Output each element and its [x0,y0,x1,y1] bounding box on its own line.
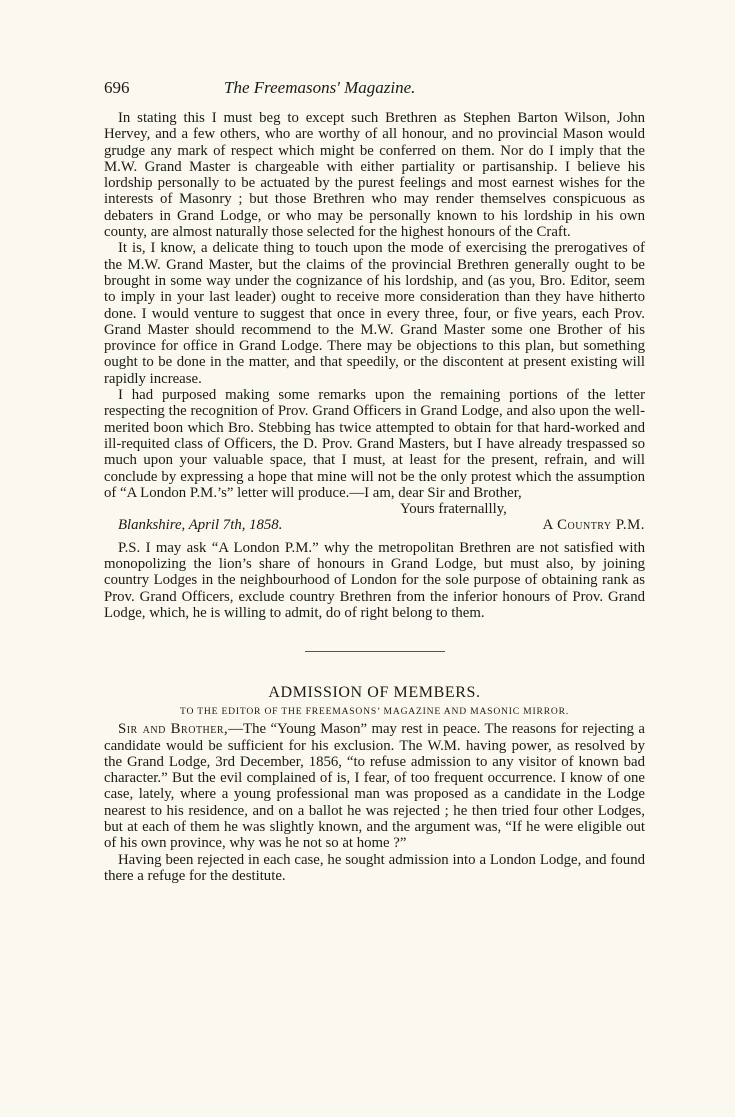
letter-paragraph-1: In stating this I must beg to except such Brethren as Stephen Barton Wilson, John Hervey, and a few others, who are worthy of all honour, and no provincial Mason would grudge any mark of respect which might be conferred on them. Nor do I imply that the M.W. Grand Master is chargeable with either partiality or partisanship. I believe his lordship personally to be actuated by the purest feelings and most earnest wishes for the interests of Masonry ; but those Brethren who may render themselves conspicuous as debaters in Grand Lodge, or who may be personally known to his lordship in his own county, are almost naturally those selected for the highest honours of the Craft. [104,110,645,241]
closing-line [104,501,645,517]
page-header [104,78,645,98]
article-admission [104,684,645,884]
section-divider [305,651,445,652]
page-number: 696 [104,78,130,97]
dateline [104,517,645,533]
salutation: Sir and Brother, [118,721,229,738]
closing-phrase: Yours fraternallly, [400,501,507,518]
article-subtitle: TO THE EDITOR OF THE FREEMASONS’ MAGAZINE AND MASONIC MIRROR. [179,706,570,718]
letter-paragraph-3: I had purposed making some remarks upon the remaining portions of the letter respecting the recognition of Prov. Grand Officers in Grand Lodge, and also upon the well-merited boon which Bro. Stebbing has twice attempted to obtain for that hard-worked and ill-requited class of Officers, the D. Prov. Grand Masters, but I have already trespassed so much upon your valuable space, that I must, at least for the present, refrain, and will conclude by expressing a hope that mine will not be the only protest which the assumption of “A London P.M.’s” letter will produce.—I am, dear Sir and Brother, [104,387,645,501]
article-paragraph-2: Having been rejected in each case, he sought admission into a London Lodge, and found there a refuge for the destitute. [104,851,645,884]
article-paragraph-1 [104,721,645,851]
letter-body [104,110,645,621]
running-title: The Freemasons' Magazine. [224,78,416,97]
letter-paragraph-2: It is, I know, a delicate thing to touch upon the mode of exercising the prerogatives of the M.W. Grand Master, but the claims of the provincial Brethren generally ought to be brought in some way under the cognizance of his lordship, and (as you, Bro. Editor, seem to imply in your last leader) ought to receive more consideration than they have hitherto done. I would venture to suggest that once in every three, four, or five years, each Prov. Grand Master should recommend to the M.W. Grand Master some one Brother of his province for office in Grand Lodge. There may be objections to this plan, but something ought to be done in the matter, and that speedily, or the discontent at present existing will rapidly increase. [104,240,645,387]
postscript: P.S. I may ask “A London P.M.” why the metropolitan Brethren are not satisfied with monopolizing the lion’s share of honours in Grand Lodge, but must also, by joining country Lodges in the neighbourhood of London for the sole purpose of obtaining rank as Prov. Grand Officers, exclude country Brethren from the inferior honours of Prov. Grand Lodge, which, he is willing to admit, do of right belong to them. [104,539,645,621]
place-date: Blankshire, April 7th, 1858. [118,517,283,534]
article-paragraph-1-text: —The “Young Mason” may rest in peace. The reasons for rejecting a candidate would be sufficient for his exclusion. The W.M. having power, as resolved by the Grand Lodge, 3rd December, 1856, “to refuse admission to any visitor of known bad character.” But the evil complained of is, I fear, of too frequent occurrence. I know of one case, lately, where a young professional man was proposed as a candidate in the Lodge nearest to his residence, and on a ballot he was rejected ; he then tried four other Lodges, but at each of them he was slightly known, and the argument was, “If he were eligible out of his own province, why was he not so at home ?” [104,721,645,852]
signature: A Country P.M. [542,517,645,534]
article-title: ADMISSION OF MEMBERS. [268,684,481,702]
